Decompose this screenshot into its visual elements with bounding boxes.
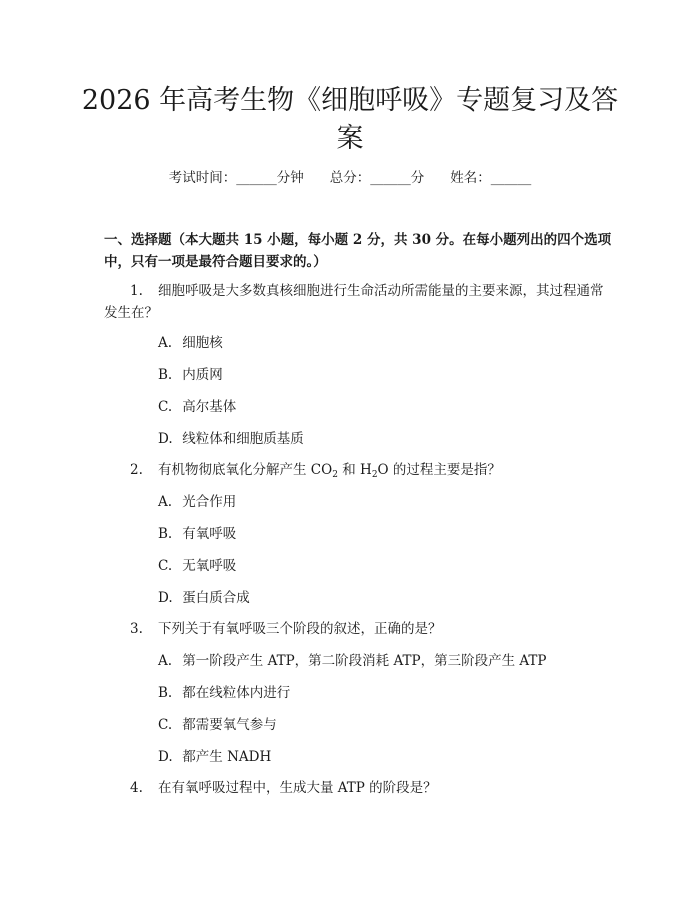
question-number: 1. — [130, 283, 143, 299]
question-3 — [104, 618, 614, 640]
question-4 — [104, 777, 614, 799]
option-2c: C. 无氧呼吸 — [158, 558, 237, 574]
option-1a: A. 细胞核 — [158, 335, 223, 351]
student-name-field: 姓名：______ — [450, 170, 532, 186]
exam-time-field: 考试时间：______分钟 — [168, 170, 304, 186]
option-2b: B. 有氧呼吸 — [158, 526, 237, 542]
question-text: 在有氧呼吸过程中，生成大量 ATP 的阶段是？ — [158, 780, 437, 796]
option-3c: C. 都需要氧气参与 — [158, 717, 277, 733]
question-number: 2. — [130, 462, 143, 478]
exam-info-line — [0, 168, 700, 188]
question-number: 4. — [130, 780, 143, 796]
question-text: 细胞呼吸是大多数真核细胞进行生命活动所需能量的主要来源，其过程通常发生在？ — [104, 283, 604, 321]
page-title: 2026 年高考生物《细胞呼吸》专题复习及答案 — [81, 85, 619, 154]
option-2a: A. 光合作用 — [158, 494, 237, 510]
question-1 — [104, 280, 614, 324]
question-text: 下列关于有氧呼吸三个阶段的叙述，正确的是？ — [158, 621, 442, 637]
chem-formula-co2: $CO_2$ — [310, 462, 338, 480]
option-3a: A. 第一阶段产生 ATP，第二阶段消耗 ATP，第三阶段产生 ATP — [158, 653, 547, 669]
option-3b: B. 都在线粒体内进行 — [158, 685, 291, 701]
total-score-field: 总分：______分 — [329, 170, 425, 186]
question-number: 3. — [130, 621, 143, 637]
question-2: 2. 有机物彻底氧化分解产生 $CO_2$ 和 $H_2O$ 的过程主要是指？ — [104, 459, 614, 481]
option-2d: D. 蛋白质合成 — [158, 590, 250, 606]
option-1c: C. 高尔基体 — [158, 399, 237, 415]
option-1d: D. 线粒体和细胞质基质 — [158, 431, 304, 447]
section-heading: 一、选择题（本大题共 15 小题，每小题 2 分，共 30 分。在每小题列出的四个选项中，只有一项是最符合题目要求的。） — [104, 232, 612, 270]
option-3d: D. 都产生 NADH — [158, 749, 272, 765]
option-1b: B. 内质网 — [158, 367, 223, 383]
chem-formula-h2o: $H_2O$ — [360, 462, 389, 480]
